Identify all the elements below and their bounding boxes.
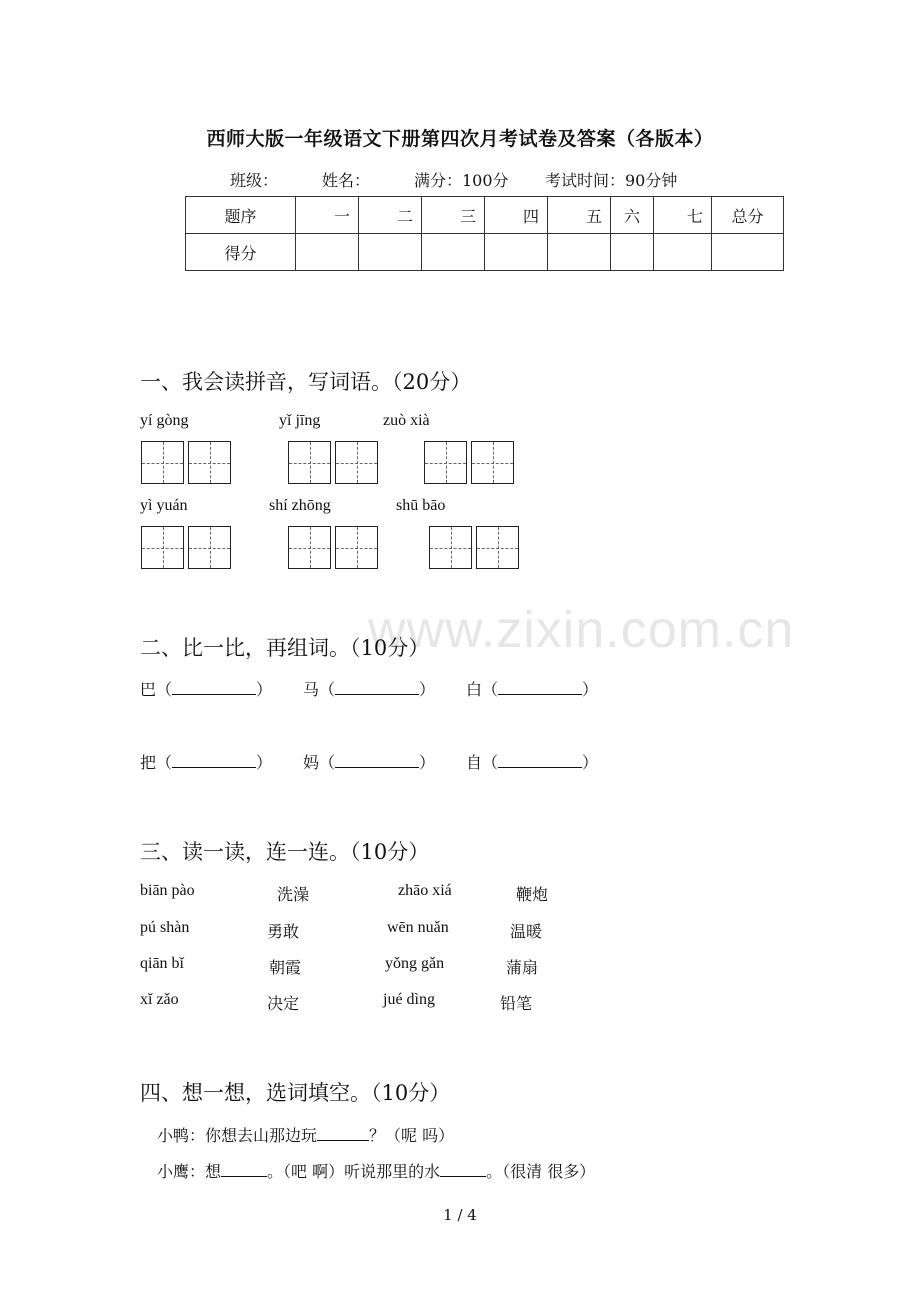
character: 把 (140, 753, 157, 772)
score-input-cell[interactable] (712, 234, 784, 271)
table-cell: 六 (611, 197, 654, 234)
paren-close: ） (256, 753, 273, 772)
class-label: 班级： (230, 171, 279, 190)
document-title: 西师大版一年级语文下册第四次月考试卷及答案（各版本） (206, 128, 714, 150)
score-input-cell[interactable] (654, 234, 712, 271)
paren-close: ） (582, 753, 599, 772)
paren-open: （ (156, 680, 173, 699)
writing-grid-box[interactable] (429, 526, 472, 569)
match-pinyin: jué dìng (383, 991, 435, 1008)
pinyin-label: zuò xià (383, 412, 430, 429)
score-input-cell[interactable] (422, 234, 485, 271)
pinyin-label: yǐ jīng (279, 412, 321, 429)
answer-blank[interactable] (221, 1162, 267, 1177)
score-input-cell[interactable] (611, 234, 654, 271)
pinyin-label: yì yuán (140, 497, 188, 514)
answer-blank[interactable] (335, 680, 419, 695)
answer-blank[interactable] (440, 1162, 486, 1177)
sentence-text: 。（吧 啊）听说那里的水 (267, 1162, 441, 1181)
paren-close: ） (419, 680, 436, 699)
score-input-cell[interactable] (548, 234, 611, 271)
table-cell: 五 (548, 197, 611, 234)
character: 妈 (303, 753, 320, 772)
writing-grid-box[interactable] (335, 526, 378, 569)
answer-blank[interactable] (498, 753, 582, 768)
name-label: 姓名： (322, 171, 371, 190)
score-input-cell[interactable] (296, 234, 359, 271)
writing-grid-box[interactable] (141, 526, 184, 569)
writing-grid-box[interactable] (188, 526, 231, 569)
section2-heading: 二、比一比，再组词。（10分） (140, 636, 430, 660)
table-row (186, 197, 784, 234)
table-cell: 得分 (186, 234, 296, 271)
character: 白 (466, 680, 483, 699)
writing-grid-box[interactable] (188, 441, 231, 484)
score-table (185, 196, 784, 271)
table-cell: 总分 (712, 197, 784, 234)
paren-open: （ (156, 753, 173, 772)
word-group-item (303, 750, 435, 773)
match-word[interactable]: 蒲扇 (506, 958, 539, 977)
full-score: 满分：100分 (414, 171, 509, 190)
match-pinyin: pú shàn (140, 919, 190, 936)
match-pinyin: xǐ zǎo (140, 991, 179, 1008)
exam-time: 考试时间：90分钟 (545, 171, 678, 190)
match-word[interactable]: 朝霞 (269, 958, 302, 977)
character: 巴 (140, 680, 157, 699)
score-input-cell[interactable] (485, 234, 548, 271)
word-group-item (140, 750, 272, 773)
match-word[interactable]: 铅笔 (500, 994, 533, 1013)
table-cell: 二 (359, 197, 422, 234)
answer-blank[interactable] (317, 1126, 369, 1141)
table-cell: 三 (422, 197, 485, 234)
paren-close: ） (582, 680, 599, 699)
answer-blank[interactable] (335, 753, 419, 768)
answer-blank[interactable] (172, 680, 256, 695)
sentence-text: 。（很清 很多） (486, 1162, 596, 1181)
writing-grid-box[interactable] (424, 441, 467, 484)
table-cell: 一 (296, 197, 359, 234)
character: 自 (466, 753, 483, 772)
pinyin-label: yí gòng (140, 412, 189, 429)
writing-grid-box[interactable] (476, 526, 519, 569)
table-cell: 四 (485, 197, 548, 234)
match-pinyin: biān pào (140, 882, 195, 899)
match-word[interactable]: 温暖 (510, 922, 543, 941)
sentence-text: 小鹰：想 (157, 1162, 222, 1181)
sentence-text: ？（呢 吗） (369, 1126, 455, 1145)
word-group-item (303, 677, 435, 700)
score-input-cell[interactable] (359, 234, 422, 271)
match-word[interactable]: 洗澡 (277, 885, 310, 904)
section1-heading: 一、我会读拼音，写词语。（20分） (140, 370, 472, 394)
page-number: 1 / 4 (443, 1206, 477, 1224)
pinyin-label: shū bāo (396, 497, 446, 514)
table-cell: 题序 (186, 197, 296, 234)
word-group-item (466, 677, 598, 700)
match-pinyin: qiān bǐ (140, 955, 184, 972)
sentence-text: 小鸭：你想去山那边玩 (157, 1126, 318, 1145)
paren-open: （ (319, 753, 336, 772)
section4-heading: 四、想一想，选词填空。（10分） (140, 1081, 451, 1105)
match-word[interactable]: 决定 (267, 994, 300, 1013)
pinyin-label: shí zhōng (269, 497, 331, 514)
watermark: www.zixin.com.cn (368, 601, 795, 659)
writing-grid-box[interactable] (335, 441, 378, 484)
writing-grid-box[interactable] (288, 441, 331, 484)
word-group-item (466, 750, 598, 773)
answer-blank[interactable] (172, 753, 256, 768)
paren-open: （ (482, 753, 499, 772)
match-word[interactable]: 鞭炮 (516, 885, 549, 904)
writing-grid-box[interactable] (471, 441, 514, 484)
table-row (186, 234, 784, 271)
answer-blank[interactable] (498, 680, 582, 695)
table-cell: 七 (654, 197, 712, 234)
character: 马 (303, 680, 320, 699)
fill-sentence (157, 1123, 454, 1146)
match-pinyin: zhāo xiá (398, 882, 452, 899)
section3-heading: 三、读一读，连一连。（10分） (140, 840, 430, 864)
fill-sentence (157, 1159, 595, 1182)
word-group-item (140, 677, 272, 700)
match-pinyin: yǒng gǎn (385, 955, 445, 972)
match-word[interactable]: 勇敢 (267, 922, 300, 941)
writing-grid-box[interactable] (141, 441, 184, 484)
paren-close: ） (419, 753, 436, 772)
paren-open: （ (482, 680, 499, 699)
paren-close: ） (256, 680, 273, 699)
paren-open: （ (319, 680, 336, 699)
writing-grid-box[interactable] (288, 526, 331, 569)
match-pinyin: wēn nuǎn (387, 919, 449, 936)
